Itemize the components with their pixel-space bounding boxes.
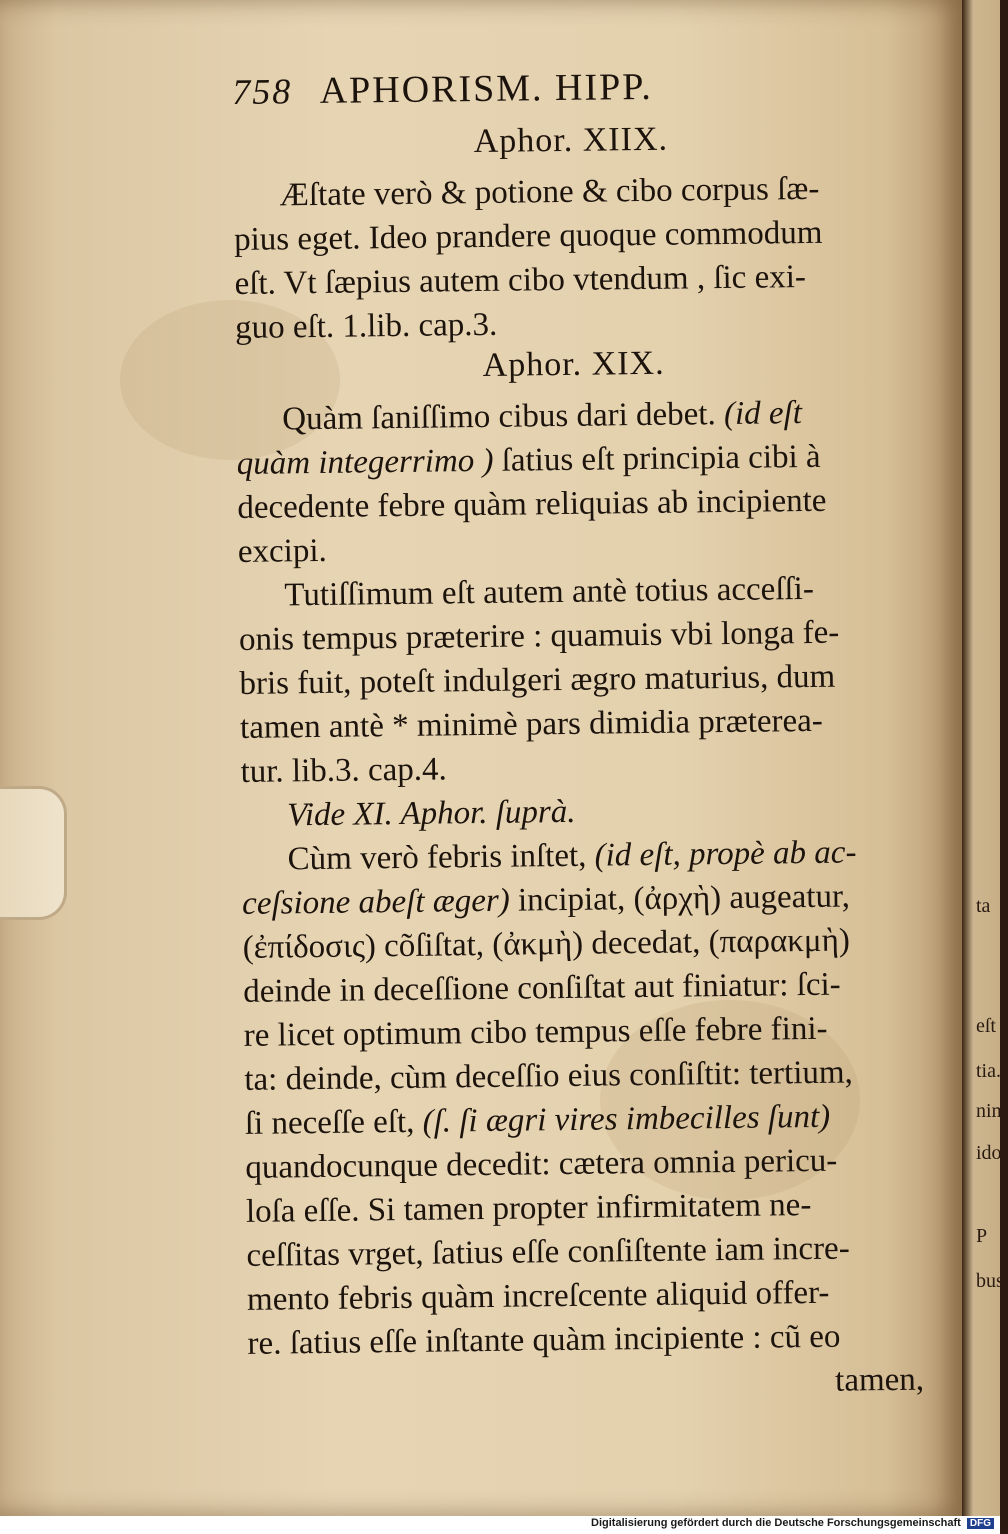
line-text: onis tempus præterire : quamuis vbi longa fe- xyxy=(238,614,840,658)
facing-page-fragment: eſt xyxy=(976,1015,996,1037)
line-text: mento febris quàm increſcente aliquid offer- xyxy=(246,1274,830,1318)
line-text: bris fuit, poteſt indulgeri ægro maturius, dum xyxy=(239,658,836,702)
line-text: decedente febre quàm reliquias ab incipiente xyxy=(237,482,827,526)
credit-text: Digitalisierung gefördert durch die Deutsche Forschungsgemeinschaft xyxy=(591,1517,961,1529)
facing-page-fragment: P xyxy=(976,1225,988,1247)
line-text: tamen antè * minimè pars dimidia prætereа- xyxy=(239,702,824,746)
line-text: Æſtate verò & potione & cibo corpus ſæ- xyxy=(279,170,820,214)
line-text: Cùm verò febris inſtet, xyxy=(287,837,595,878)
facing-page-fragment: bus xyxy=(976,1270,1004,1292)
catchword xyxy=(248,1358,924,1410)
text-line xyxy=(237,478,913,530)
italic-gloss: (id eſt, propè ab ac- xyxy=(594,834,857,874)
italic-gloss: Vide XI. Aphor. ſuprà. xyxy=(286,793,576,834)
line-text: re licet optimum cibo tempus eſſe febre fini- xyxy=(243,1010,828,1054)
line-text: tur. lib.3. cap.4. xyxy=(240,751,447,790)
page-text xyxy=(232,62,924,1410)
facing-page-fragment: nim xyxy=(976,1100,1008,1122)
text-line xyxy=(234,210,910,262)
facing-page-fragment: ta xyxy=(976,895,991,917)
line-text: eſt. Vt ſæpius autem cibo vtendum , ſic exi- xyxy=(234,259,807,302)
facing-page-fragment: tia. xyxy=(976,1060,1001,1082)
page-header xyxy=(232,62,909,126)
line-text: ſi neceſſe eſt, xyxy=(244,1103,423,1142)
text-body xyxy=(233,118,925,1410)
book-clasp xyxy=(0,786,67,920)
line-text: (ἐπίδοσις) cõſiſtat, (ἀκμὴ) decedat, (παρακμὴ) xyxy=(242,922,851,966)
line-text: Quàm ſaniſſimo cibus dari debet. xyxy=(282,396,725,438)
text-line xyxy=(245,1138,921,1190)
dfg-logo: DFG xyxy=(967,1518,994,1529)
aphorism-heading: Aphor. XIIX. xyxy=(473,120,669,161)
line-text: ſatius eſt principia cibi à xyxy=(493,438,821,479)
italic-gloss: (id eſt xyxy=(723,395,803,433)
line-text: tamen, xyxy=(834,1361,925,1399)
italic-gloss: (ſ. ſi ægri vires imbecilles ſunt) xyxy=(422,1098,831,1140)
text-line xyxy=(240,698,916,750)
line-text: guo eſt. 1.lib. cap.3. xyxy=(234,306,498,346)
line-text: incipiat, (ἀρχὴ) augeatur, xyxy=(509,878,851,919)
italic-gloss: quàm integerrimo ) xyxy=(236,442,494,482)
aphorism-heading: Aphor. XIX. xyxy=(482,344,665,384)
running-title: APHORISM. HIPP. xyxy=(319,65,653,112)
facing-page-fragment: idor xyxy=(976,1142,1008,1164)
line-text: loſa eſſe. Si tamen propter infirmitatem ne- xyxy=(245,1187,812,1230)
line-text: ta: deinde, cùm deceſſio eius conſiſtit: tertium, xyxy=(244,1054,854,1098)
facing-page-edge xyxy=(962,0,1008,1516)
italic-gloss: ceſsione abeſt æger) xyxy=(241,882,510,922)
line-text: pius eget. Ideo prandere quoque commodum xyxy=(233,214,823,258)
line-text: excipi. xyxy=(237,532,327,570)
line-text: Tutiſſimum eſt autem antè totius acceſſi- xyxy=(284,570,815,614)
page-number: 758 xyxy=(232,71,293,112)
line-text: quandocunque decedit: cætera omnia pericu- xyxy=(245,1142,838,1186)
text-line xyxy=(247,1314,923,1366)
line-text: re. ſatius eſſe inſtante quàm incipiente : cũ eo xyxy=(247,1318,841,1362)
line-text: deinde in deceſſione conſiſtat aut finiatur: ſci- xyxy=(243,966,841,1010)
digitization-credit xyxy=(591,1517,994,1529)
line-text: ceſſitas vrget, ſatius eſſe conſiſtente iam incre- xyxy=(246,1230,850,1274)
